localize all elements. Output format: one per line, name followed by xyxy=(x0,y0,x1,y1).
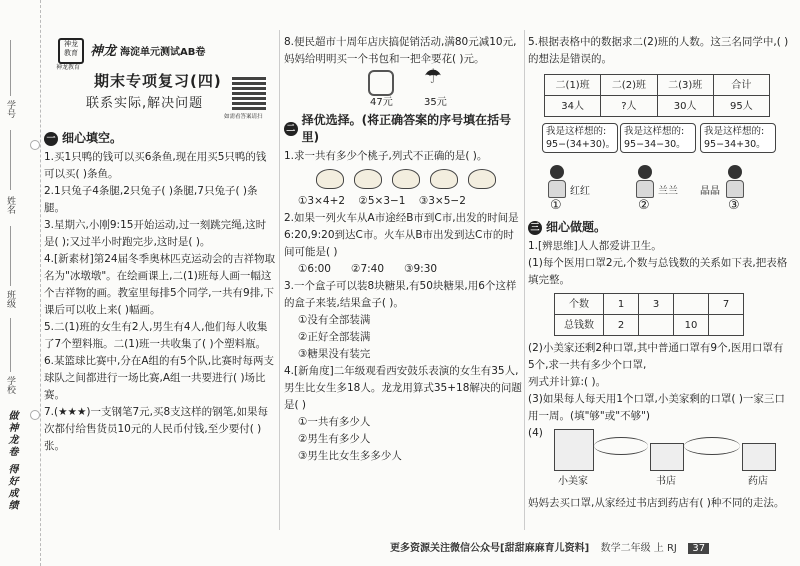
question-item: (3)如果每人每天用1个口罩,小美家剩的口罩( )一家三口用一周。(填"够"或"不够") xyxy=(528,393,785,422)
question-item: 5.根据表格中的数据求二(2)班的人数。这三名同学中,( )的想法是错误的。 xyxy=(528,36,789,65)
peach-plate-icon xyxy=(354,169,382,189)
products xyxy=(284,64,522,110)
options-row xyxy=(284,193,522,210)
question-item: (1)每个医用口罩2元,个数与总钱数的关系如下表,把表格填完整。 xyxy=(528,257,788,286)
place-label: 药店 xyxy=(748,476,768,487)
girl-figure-icon xyxy=(636,165,654,195)
binding-strip xyxy=(0,0,41,566)
speech-bubble xyxy=(700,123,776,153)
section-number: 二 xyxy=(284,122,298,136)
question-item: 4.[新角度]二年级观看西安鼓乐表演的女生有35人,男生比女生多18人。龙龙用算式35+18解决的问题是( ) xyxy=(284,365,522,411)
table-header: 个数 xyxy=(555,294,604,315)
question-item: 3.星期六,小刚9:15开始运动,过一刻跳完绳,这时是( );又过半小时跑完步,这时是( )。 xyxy=(44,219,267,248)
option: ②7:40 xyxy=(351,263,385,275)
table-cell: 30人 xyxy=(657,96,713,117)
student-id-label: 学号 xyxy=(5,100,15,118)
question-item: 2.1只兔子4条腿,2只兔子( )条腿,7只兔子( )条腿。 xyxy=(44,185,258,214)
question-item: 妈妈去买口罩,从家经过书店到药店有( )种不同的走法。 xyxy=(528,497,785,509)
option-marker: ② xyxy=(638,198,650,213)
question-item: 5.二(1)班的女生有2人,男生有4人,他们每人收集了7个塑料瓶。二(1)班一共收集了( )个塑料瓶。 xyxy=(44,321,268,350)
series-bold: 神龙 xyxy=(90,44,117,59)
question-item: 列式并计算:( )。 xyxy=(528,376,607,388)
brand-logo: 神龙 教育 xyxy=(58,38,84,64)
option: ①没有全部装满 xyxy=(298,314,371,326)
bag-price: 47元 xyxy=(370,97,393,108)
fill-line xyxy=(10,40,11,96)
question-item: 2.如果一列火车从A市途经B市到C市,出发的时间是6:20,9:20到达C市。火车从B市出发到达C市的时间可能是( ) xyxy=(284,212,519,258)
bubble-text: 我是这样想的: xyxy=(624,126,685,137)
route-map xyxy=(528,425,790,495)
binding-motto: 做神龙卷 得好成绩 xyxy=(6,410,17,512)
option-marker: ① xyxy=(550,198,562,213)
option: ③3×5−2 xyxy=(418,195,466,207)
binding-hole xyxy=(30,140,40,150)
peach-plate-icon xyxy=(430,169,458,189)
class-count-table xyxy=(544,74,770,117)
name-label: 姓名 xyxy=(5,196,15,214)
qr-caption: 如需看答案请扫 xyxy=(224,114,263,120)
road-icon xyxy=(684,437,740,455)
brand-header xyxy=(56,38,270,124)
fill-line xyxy=(10,318,11,372)
column-middle xyxy=(284,34,522,465)
column-divider xyxy=(279,30,280,530)
bubble-text: 我是这样想的: xyxy=(546,126,607,137)
question-item: 1.买1只鸭的钱可以买6条鱼,现在用买5只鸭的钱可以买( )条鱼。 xyxy=(44,151,267,180)
section-header xyxy=(44,130,276,147)
section-title: 细心填空。 xyxy=(62,131,123,145)
speech-bubble xyxy=(542,123,618,153)
table-cell: 34人 xyxy=(545,96,601,117)
table-cell: 2 xyxy=(604,315,639,336)
grade-label: 数学二年级 上 RJ xyxy=(600,543,677,554)
table-header: 二(2)班 xyxy=(601,75,657,96)
brand-sub: 神龙教育 xyxy=(56,64,81,71)
option: ③男生比女生多多少人 xyxy=(298,450,402,462)
table-header: 二(1)班 xyxy=(545,75,601,96)
table-cell: 1 xyxy=(604,294,639,315)
section-number: 一 xyxy=(44,132,58,146)
table-cell xyxy=(639,315,674,336)
kid-name: 兰兰 xyxy=(658,186,678,197)
section-number: 三 xyxy=(528,221,542,235)
promo-text: 更多资源关注微信公众号[甜甜麻麻育儿资料] xyxy=(390,543,590,554)
girl-figure-icon xyxy=(548,165,566,195)
table-header: 合计 xyxy=(713,75,769,96)
unit-subtitle: 联系实际,解决问题 xyxy=(86,96,204,111)
page-number: 37 xyxy=(688,543,709,554)
bookstore-icon xyxy=(650,443,684,471)
table-header: 二(3)班 xyxy=(657,75,713,96)
table-cell: 10 xyxy=(674,315,709,336)
table-header: 总钱数 xyxy=(555,315,604,336)
question-label: (4) xyxy=(528,427,543,439)
school-label: 学校 xyxy=(5,376,15,394)
question-item: 4.[新素材]第24届冬季奥林匹克运动会的吉祥物取名为"冰墩墩"。在绘画课上,二(1)班每人画一幅这个吉祥物的画。教室里每排5个同学,一共有9排,下课后可以收上来( )幅画。 xyxy=(44,253,276,316)
option: ①一共有多少人 xyxy=(298,416,371,428)
section-header xyxy=(528,219,790,236)
pharmacy-icon xyxy=(742,443,776,471)
schoolbag-icon xyxy=(368,70,394,96)
question-item: 8.便民超市十周年店庆搞促销活动,满80元减10元,妈妈给明明买一个书包和一把伞要花( )元。 xyxy=(284,36,517,65)
unit-title: 期末专项复习(四) xyxy=(94,72,222,90)
girl-figure-icon xyxy=(726,165,744,195)
peach-plate-icon xyxy=(468,169,496,189)
table-cell: 3 xyxy=(639,294,674,315)
option: ①3×4+2 xyxy=(298,195,346,207)
section-title: 择优选择。(将正确答案的序号填在括号里) xyxy=(301,113,512,144)
series-name: 海淀单元测试AB卷 xyxy=(120,47,206,58)
section-title: 细心做题。 xyxy=(546,220,607,234)
mask-price-table xyxy=(554,293,744,336)
question-item: 1.求一共有多少个桃子,列式不正确的是( )。 xyxy=(284,150,488,162)
column-right xyxy=(528,34,790,512)
place-label: 书店 xyxy=(656,476,676,487)
option: ②男生有多少人 xyxy=(298,433,371,445)
kid-name: 红红 xyxy=(570,186,590,197)
kid-name: 晶晶 xyxy=(700,186,720,197)
bubble-calc: 95−(34+30)。 xyxy=(546,139,616,150)
question-item: (2)小美家还剩2种口罩,其中普通口罩有9个,医用口罩有5个,求一共有多少个口罩, xyxy=(528,342,784,371)
question-item: 3.一个盒子可以装8块糖果,有50块糖果,用6个这样的盒子来装,结果盒子( )。 xyxy=(284,280,517,309)
fill-line xyxy=(10,226,11,286)
umbrella-icon: ☂ xyxy=(424,64,442,88)
option: ②正好全部装满 xyxy=(298,331,371,343)
qr-code xyxy=(232,76,266,110)
option: ③9:30 xyxy=(404,263,438,275)
binding-hole xyxy=(30,410,40,420)
column-left xyxy=(44,128,276,455)
question-item: 7.(★★★)一支钢笔7元,买8支这样的钢笔,如果每次都付给售货员10元的人民币付钱,至少要付( )张。 xyxy=(44,406,268,452)
umbrella-price: 35元 xyxy=(424,97,447,108)
peach-plate-icon xyxy=(316,169,344,189)
table-cell xyxy=(674,294,709,315)
peach-plate-icon xyxy=(392,169,420,189)
question-item: 1.[辨思维]人人都爱讲卫生。 xyxy=(528,240,662,252)
house-icon xyxy=(554,429,594,471)
page-footer xyxy=(390,539,709,554)
fill-line xyxy=(10,130,11,190)
table-cell: 95人 xyxy=(713,96,769,117)
road-icon xyxy=(594,437,648,455)
column-divider xyxy=(524,30,525,530)
option: ③糖果没有装完 xyxy=(298,348,371,360)
speech-bubble xyxy=(620,123,696,153)
bubble-calc: 95−34+30。 xyxy=(704,139,766,150)
table-cell: 7 xyxy=(709,294,744,315)
option-marker: ③ xyxy=(728,198,740,213)
option: ①6:00 xyxy=(298,263,331,275)
question-item: 6.某篮球比赛中,分在A组的有5个队,比赛时每两支球队之间都进行一场比赛,A组一共要进行( )场比赛。 xyxy=(44,355,275,401)
bubble-calc: 95−34−30。 xyxy=(624,139,686,150)
place-label: 小美家 xyxy=(558,476,588,487)
option: ②5×3−1 xyxy=(358,195,406,207)
peach-plates xyxy=(316,169,522,189)
bubble-text: 我是这样想的: xyxy=(704,126,765,137)
series-title xyxy=(90,40,205,59)
table-cell: ?人 xyxy=(601,96,657,117)
section-header xyxy=(284,112,522,146)
student-thoughts xyxy=(528,121,790,217)
table-cell xyxy=(709,315,744,336)
options-row xyxy=(284,261,522,278)
class-label: 班级 xyxy=(5,290,15,308)
